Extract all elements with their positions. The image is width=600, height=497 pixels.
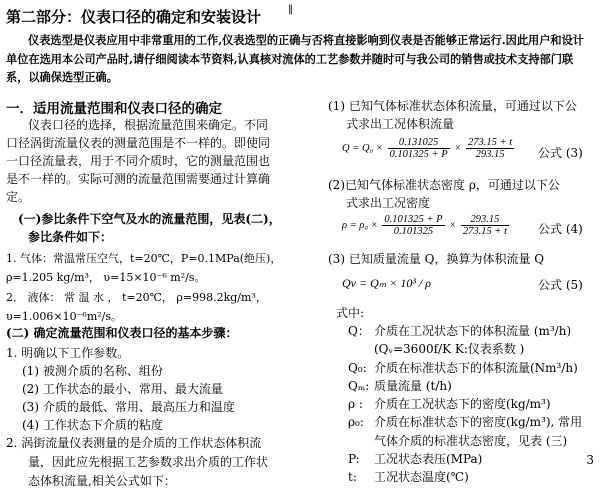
f3-frac-2: $\frac{273.15 + t}{293.15}$ xyxy=(467,137,513,160)
liquid-condition xyxy=(6,288,267,326)
definition-row: ρ : 介质在工况状态下的密度(kg/m³) xyxy=(348,397,551,412)
steps-intro: 1. 明确以下工作参数。 xyxy=(6,346,130,360)
definition-row: 气体介质的标准状态密度，见表 (三) xyxy=(374,433,568,448)
definitions-list xyxy=(348,322,582,487)
section-1-title: 一．适用流量范围和仪表口径的确定 xyxy=(6,101,222,117)
text-cursor-icon: ‖ xyxy=(288,4,293,15)
formula-3-intro xyxy=(328,97,577,133)
step-item: (1) 被测介质的名称、组份 xyxy=(22,364,163,378)
gas-condition xyxy=(6,249,281,287)
f3-q0: Q₀ xyxy=(361,142,374,154)
subsection-2-title: (二) 确定流量范围和仪表口径的基本步骤： xyxy=(6,326,238,340)
body-line: 口径涡街流量仪表的测量范围是不一样的。即使同 xyxy=(6,136,271,150)
gas-line: 1. 气体：常温常压空气，t=20℃，P=0.1MPa(绝压)， xyxy=(6,252,282,265)
where-label: 式中: xyxy=(336,306,365,320)
definition-row: Qₘ: 质量流量 (t/h) xyxy=(348,378,452,393)
body-line: 一口径流量表，用于不同介质时，它的测量范围也 xyxy=(6,154,271,168)
formula-5: Qν = Qₘ × 10³ / ρ xyxy=(342,276,432,290)
definition-row: (Qᵥ=3600f/K K:仪表系数 ) xyxy=(374,342,525,357)
step-item: (4) 工作状态下介质的粘度 xyxy=(22,418,163,432)
subsection-1-title xyxy=(18,210,281,246)
step-item: (2) 工作状态的最小、常用、最大流量 xyxy=(22,382,223,396)
step-item: (3) 介质的最低、常用、最高压力和温度 xyxy=(22,400,235,414)
steps-list xyxy=(22,362,235,434)
intro-paragraph: 仪表选型是仪表应用中非常重用的工作,仪表选型的正确与否将直接影响到仪表是否能够正常运行.因此用户和设计单位在选用本公司产品时,请仔细阅读本节资料,认真核对流体的工艺参数并随时可与我公司的销售或技术支持部门联系，以确保选型正确。 xyxy=(6,33,584,84)
f3-line: 式求出工况体积流量 xyxy=(346,117,455,131)
body-line: 仪表口径的选择，根据流量范围来确定。不同 xyxy=(28,118,269,132)
formula-3: Q = Q₀ × $\frac{0.131025}{0.101325 + P}$ × $\frac{273.15 + t}{293.15}$ xyxy=(342,137,513,160)
definition-row: ρ₀: 介质在标准状态下的密度(kg/m³), 常用 xyxy=(348,415,583,430)
liquid-line: υ=1.006×10⁻⁶m²/s。 xyxy=(6,310,123,323)
page-heading: 第二部分：仪表口径的确定和安装设计 xyxy=(6,8,262,26)
step2-line: 量，因此应先根据工艺参数求出介质的工作状 xyxy=(28,455,269,469)
f4-frac-2: $\frac{293.15}{273.15 + t}$ xyxy=(462,214,508,237)
liquid-line: 2． 液体： 常 温 水 ， t=20℃， ρ=998.2kg/m³， xyxy=(6,291,267,304)
subsection-line: 参比条件如下： xyxy=(28,230,113,244)
body-line: 是不一样的。实际可测的流量范围需要通过计算确 xyxy=(6,172,271,186)
f3-frac-1: $\frac{0.131025}{0.101325 + P}$ xyxy=(389,137,448,160)
body-line: 定。 xyxy=(6,190,31,204)
step2-line: 2. 涡街流量仪表测量的是介质的工作状态体积流 xyxy=(6,436,262,450)
section-1-body xyxy=(6,116,270,206)
subsection-line: (一)参比条件下空气及水的流量范围，见表(二)， xyxy=(18,212,281,226)
formula-4-label: 公式 (4) xyxy=(538,222,583,236)
f4-line: 式求出工况密度 xyxy=(346,196,431,210)
f4-line: (2)已知气体标准状态密度 ρ，可通过以下公 xyxy=(328,178,560,192)
formula-5-label: 公式 (5) xyxy=(538,278,583,292)
page-number: 3 xyxy=(586,453,594,467)
f3-lhs: Q xyxy=(342,142,350,154)
formula-4: ρ = ρ₀ × $\frac{0.101325 + P}{0.101325}$ × $\frac{293.15}{273.15 + t}$ xyxy=(342,214,508,237)
definition-row: t: 工况状态温度(℃) xyxy=(348,470,469,485)
f3-line: (1) 已知气体标准状态体积流量，可通过以下公 xyxy=(328,99,577,113)
f4-frac-1: $\frac{0.101325 + P}{0.101325}$ xyxy=(384,214,443,237)
formula-3-label: 公式 (3) xyxy=(538,146,583,160)
step-2 xyxy=(6,434,268,491)
definition-row: P: 工况状态表压(MPa) xyxy=(348,452,483,467)
gas-line: ρ=1.205 kg/m³， υ=15×10⁻⁶ m²/s。 xyxy=(6,271,206,284)
definition-row: Q₀: 介质在标准状态下的体积流量(Nm³/h) xyxy=(348,360,578,375)
formula-5-intro: (3) 已知质量流量 Q，换算为体积流量 Q xyxy=(328,252,545,266)
f4-lhs: ρ = ρ₀ xyxy=(342,219,369,231)
definition-row: Q： 介质在工况状态下的体积流量 (m³/h) xyxy=(348,324,572,338)
step2-line: 态体积流量,相关公式如下： xyxy=(28,474,176,488)
formula-4-intro xyxy=(328,176,560,212)
